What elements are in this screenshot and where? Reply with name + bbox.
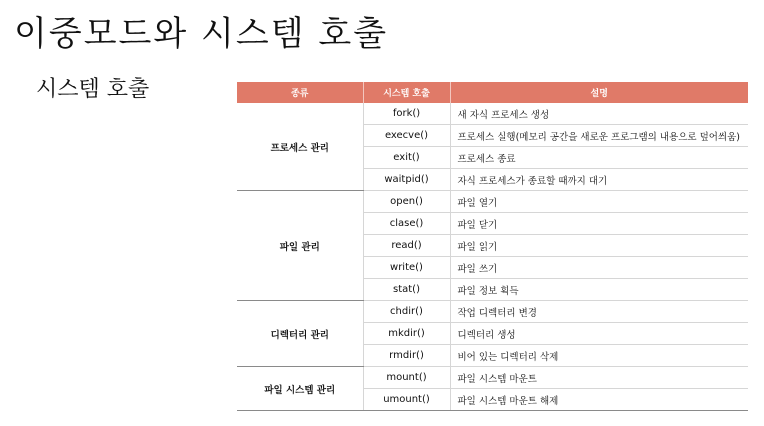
table-row [237,191,748,213]
table-row [237,367,748,389]
category-cell: 파일 관리 [237,191,363,301]
description-cell: 디렉터리 생성 [450,323,748,345]
description-cell: 파일 시스템 마운트 [450,367,748,389]
header-category: 종류 [237,82,363,103]
header-description: 설명 [450,82,748,103]
system-call-cell: write() [363,257,450,279]
description-cell: 파일 정보 획득 [450,279,748,301]
description-cell: 프로세스 실행(메모리 공간을 새로운 프로그램의 내용으로 덮어씌움) [450,125,748,147]
system-call-cell: execve() [363,125,450,147]
system-call-cell: chdir() [363,301,450,323]
system-call-table [237,82,748,411]
header-system-call: 시스템 호출 [363,82,450,103]
category-cell: 디렉터리 관리 [237,301,363,367]
description-cell: 파일 열기 [450,191,748,213]
system-call-cell: mkdir() [363,323,450,345]
category-cell: 파일 시스템 관리 [237,367,363,411]
slide-title: 이중모드와 시스템 호출 [14,14,389,54]
description-cell: 파일 닫기 [450,213,748,235]
system-call-cell: clase() [363,213,450,235]
description-cell: 파일 쓰기 [450,257,748,279]
description-cell: 새 자식 프로세스 생성 [450,103,748,125]
description-cell: 비어 있는 디렉터리 삭제 [450,345,748,367]
system-call-cell: umount() [363,389,450,411]
description-cell: 작업 디렉터리 변경 [450,301,748,323]
table-body [237,103,748,411]
table-row [237,103,748,125]
system-call-cell: waitpid() [363,169,450,191]
system-call-cell: stat() [363,279,450,301]
system-call-cell: open() [363,191,450,213]
slide-subtitle: 시스템 호출 [36,77,150,102]
table-header-row [237,82,748,103]
table-row [237,301,748,323]
system-call-cell: rmdir() [363,345,450,367]
system-call-cell: fork() [363,103,450,125]
system-call-cell: read() [363,235,450,257]
system-call-cell: exit() [363,147,450,169]
system-call-cell: mount() [363,367,450,389]
description-cell: 파일 시스템 마운트 해제 [450,389,748,411]
category-cell: 프로세스 관리 [237,103,363,191]
description-cell: 프로세스 종료 [450,147,748,169]
description-cell: 자식 프로세스가 종료할 때까지 대기 [450,169,748,191]
description-cell: 파일 읽기 [450,235,748,257]
